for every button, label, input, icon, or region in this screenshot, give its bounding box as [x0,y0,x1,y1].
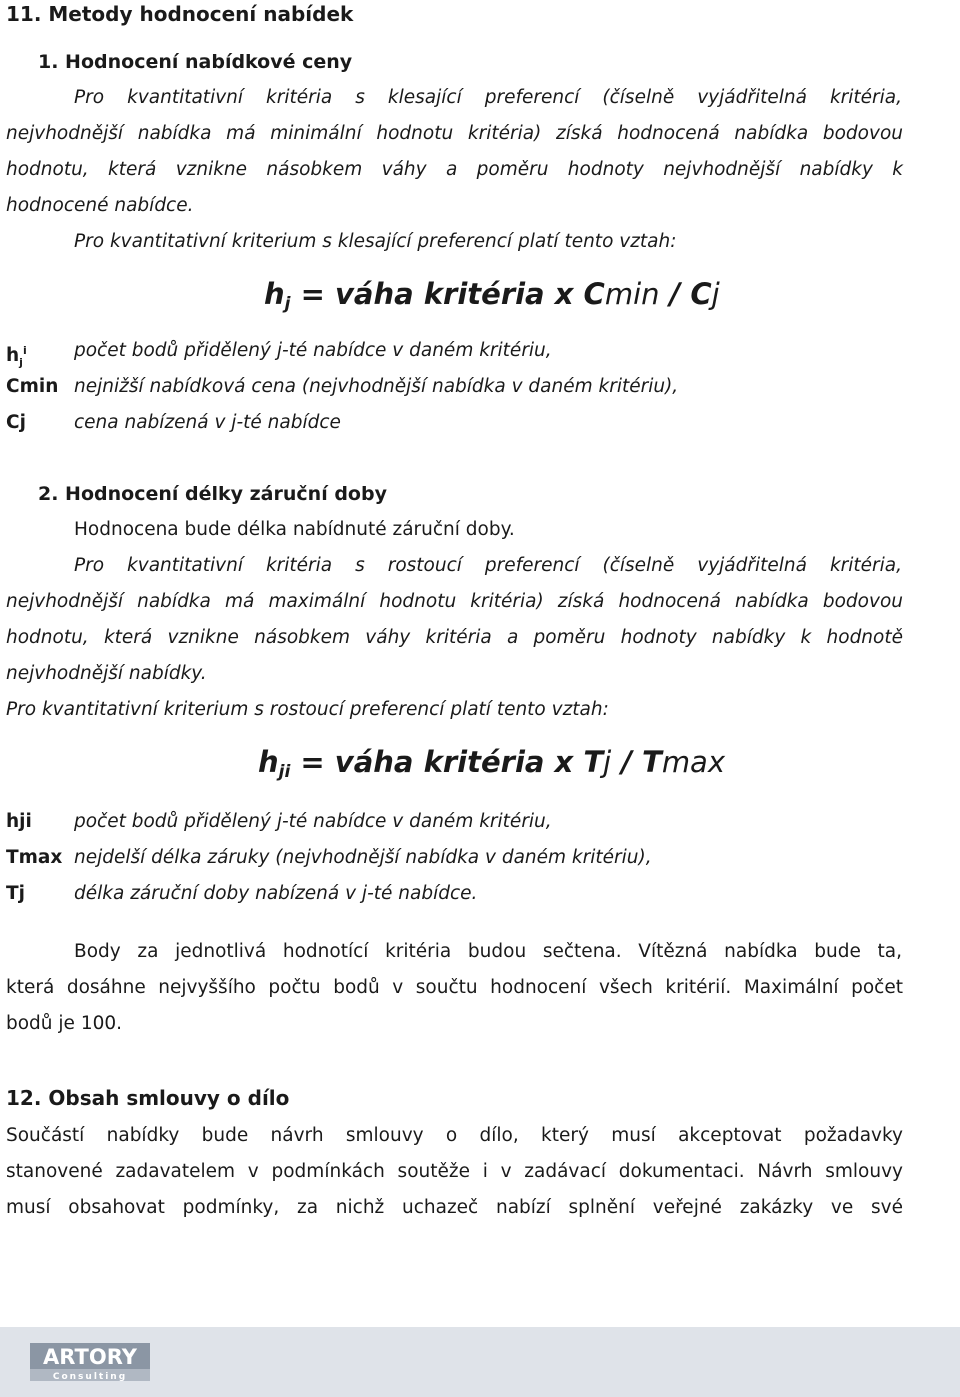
subsection-1-title: 1. Hodnocení nabídkové ceny [38,51,353,73]
logo-wordmark: ARTORY [43,1345,137,1369]
def1-desc-hj: počet bodů přidělený j-té nabídce v daném kritériu, [74,340,552,361]
para2-line1: Pro kvantitativní kritéria s rostoucí preferencí (číselně vyjádřitelná kritéria, [74,555,902,576]
section-12-title: 12. Obsah smlouvy o dílo [6,1086,290,1110]
para2-line2: nejvhodnější nabídka má maximální hodnotu kritéria) získá hodnocená nabídka bodovou [6,591,903,612]
def1-desc-cj: cena nabízená v j-té nabídce [74,412,341,433]
para1-line4: hodnocené nabídce. [6,195,194,216]
def1-term-cmin: Cmin [6,376,59,397]
para1-line1: Pro kvantitativní kritéria s klesající preferencí (číselně vyjádřitelná kritéria, [74,87,902,108]
para3-line2: která dosáhne nejvyššího počtu bodů v součtu hodnocení všech kritérií. Maximální počet [6,977,903,998]
def2-term-hji: hji [6,811,32,832]
section12-line2: stanovené zadavatelem v podmínkách soutěže i v zadávací dokumentaci. Návrh smlouvy [6,1161,903,1182]
def2-term-tj: Tj [6,883,25,904]
section-11-title: 11. Metody hodnocení nabídek [6,2,354,26]
def1-desc-cmin: nejnižší nabídková cena (nejvhodnější nabídka v daném kritériu), [74,376,679,397]
subsection-2-intro: Hodnocena bude délka nabídnuté záruční doby. [74,519,515,540]
para1-line3: hodnotu, která vznikne násobkem váhy a poměru hodnoty nejvhodnější nabídky k [6,159,903,180]
rule1-text: Pro kvantitativní kriterium s klesající preferencí platí tento vztah: [74,231,677,252]
formula-price: hj = váha kritéria x Cmin / Cj [264,277,720,314]
def2-desc-tmax: nejdelší délka záruky (nejvhodnější nabídka v daném kritériu), [74,847,652,868]
artory-logo [30,1339,150,1383]
formula-warranty: hji = váha kritéria x Tj / Tmax [258,745,725,782]
def2-desc-tj: délka záruční doby nabízená v j-té nabídce. [74,883,478,904]
subsection-2-title: 2. Hodnocení délky záruční doby [38,483,387,505]
def1-term-cj: Cj [6,412,26,433]
para2-line3: hodnotu, která vznikne násobkem váhy kritéria a poměru hodnoty nabídky k hodnotě [6,627,903,648]
section12-line3: musí obsahovat podmínky, za nichž uchazeč nabízí splnění veřejné zakázky ve své [6,1197,903,1218]
def2-desc-hji: počet bodů přidělený j-té nabídce v daném kritériu, [74,811,552,832]
section12-line1: Součástí nabídky bude návrh smlouvy o dílo, který musí akceptovat požadavky [6,1125,903,1146]
rule2-text: Pro kvantitativní kriterium s rostoucí preferencí platí tento vztah: [6,699,609,720]
para1-line2: nejvhodnější nabídka má minimální hodnotu kritéria) získá hodnocená nabídka bodovou [6,123,903,144]
para3-line1: Body za jednotlivá hodnotící kritéria budou sečtena. Vítězná nabídka bude ta, [74,941,902,962]
def1-term-hj: $h_j^i$ [6,344,27,369]
para3-line3: bodů je 100. [6,1013,123,1034]
para2-line4: nejvhodnější nabídky. [6,663,207,684]
def2-term-tmax: Tmax [6,847,63,868]
logo-subtitle: Consulting [52,1372,128,1382]
